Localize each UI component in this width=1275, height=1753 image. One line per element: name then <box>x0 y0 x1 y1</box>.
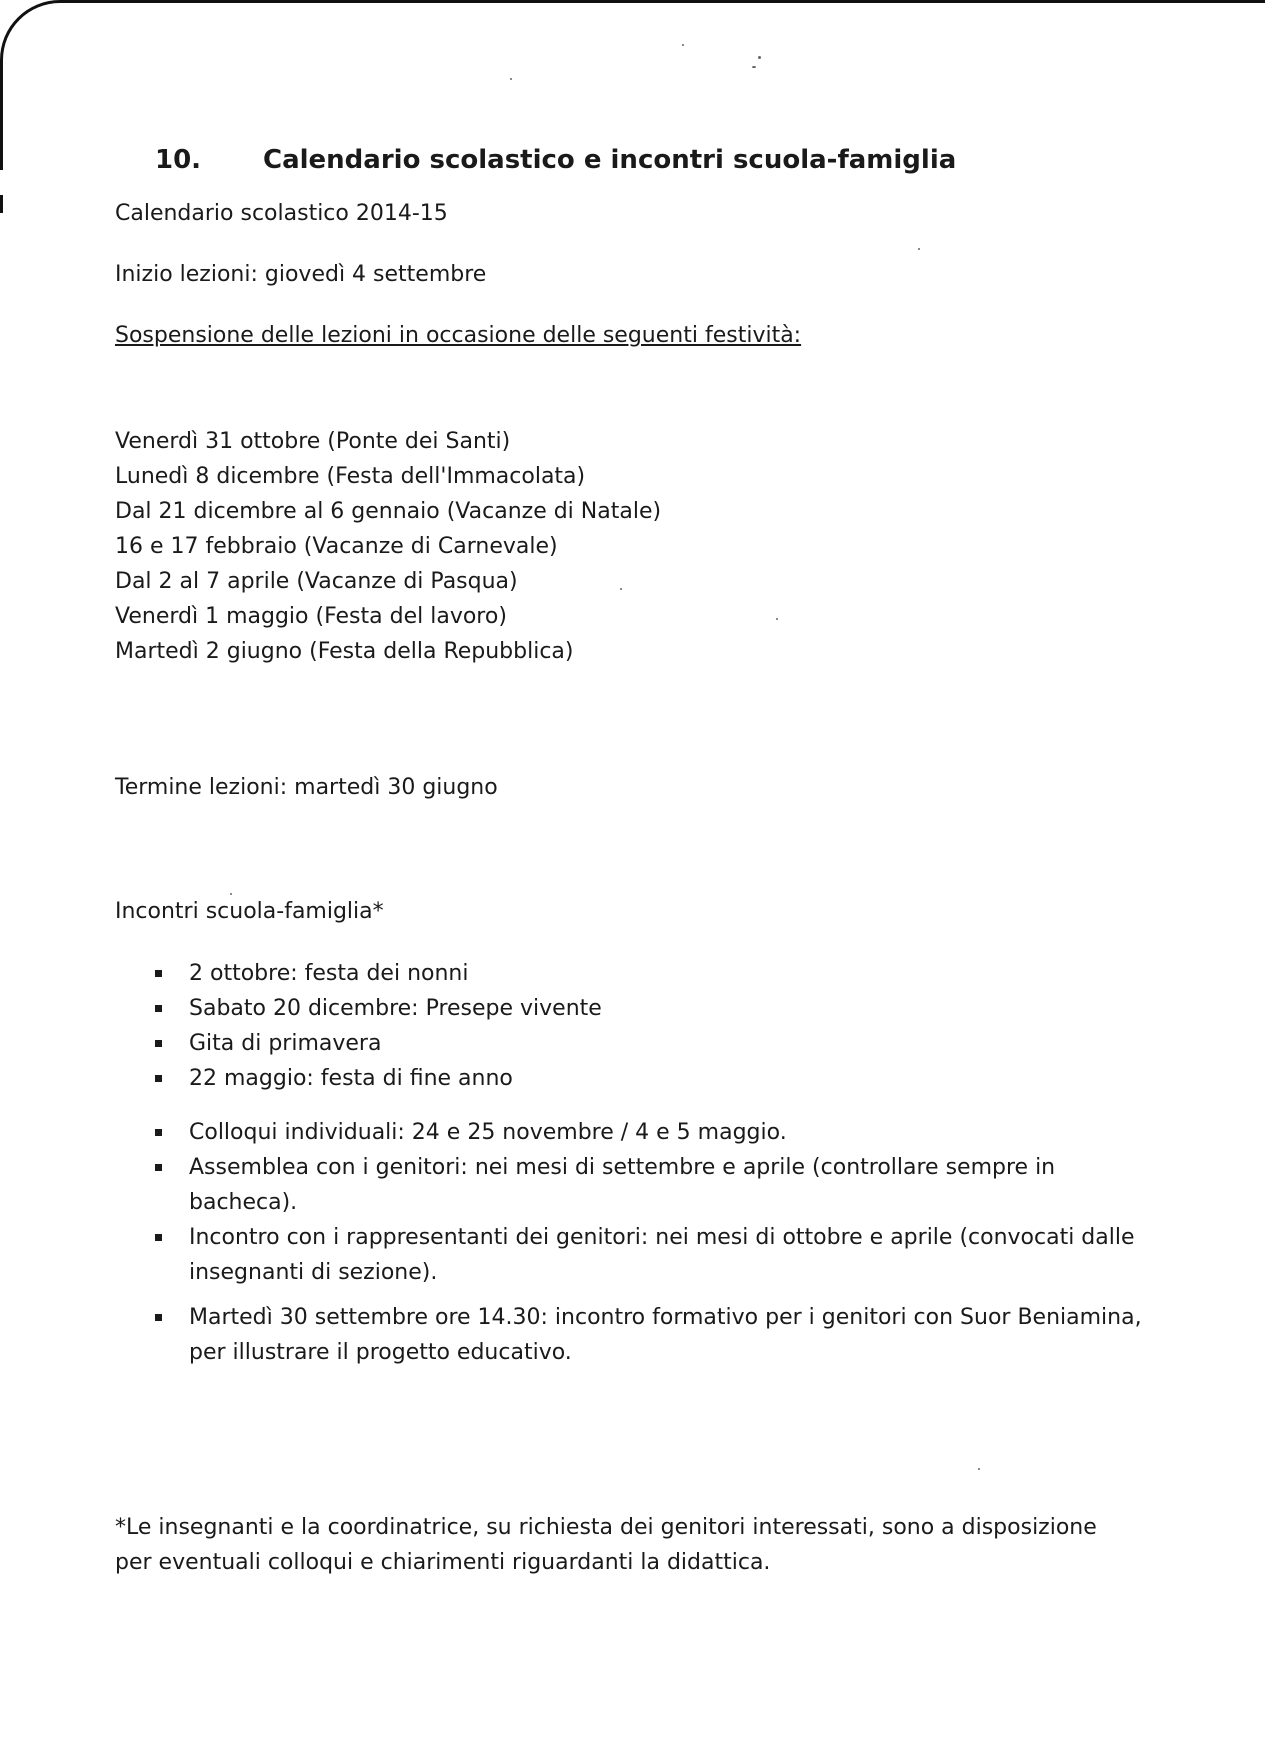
meetings-title: Incontri scuola-famiglia* <box>115 899 384 924</box>
holiday-item: Dal 2 al 7 aprile (Vacanze di Pasqua) <box>115 569 518 594</box>
scan-top-edge <box>95 0 1265 3</box>
list-item <box>155 1300 1165 1370</box>
bullet-icon <box>155 1314 162 1321</box>
scan-speck <box>682 44 684 46</box>
list-item <box>155 1026 1165 1061</box>
section-number: 10. <box>155 145 202 175</box>
bullet-icon <box>155 1129 162 1136</box>
bullet-icon <box>155 1005 162 1012</box>
meetings-list-colloqui <box>155 1115 1165 1290</box>
holiday-item: Dal 21 dicembre al 6 gennaio (Vacanze di Natale) <box>115 499 662 524</box>
bullet-icon <box>155 970 162 977</box>
bullet-icon <box>155 1040 162 1047</box>
holiday-item: Venerdì 1 maggio (Festa del lavoro) <box>115 604 507 629</box>
list-item-text: Incontro con i rappresentanti dei genitori: nei mesi di ottobre e aprile (convocati dalle insegnanti di sezione). <box>189 1225 1135 1285</box>
lessons-end: Termine lezioni: martedì 30 giugno <box>115 775 498 800</box>
scan-left-edge <box>0 0 100 170</box>
list-item-text: Sabato 20 dicembre: Presepe vivente <box>189 996 602 1021</box>
bullet-icon <box>155 1164 162 1171</box>
list-item <box>155 1115 1165 1150</box>
list-item <box>155 1220 1165 1290</box>
list-item-text: Assemblea con i genitori: nei mesi di settembre e aprile (controllare sempre in bacheca). <box>189 1155 1056 1215</box>
holiday-item: Lunedì 8 dicembre (Festa dell'Immacolata) <box>115 464 586 489</box>
section-title: Calendario scolastico e incontri scuola-famiglia <box>263 145 957 175</box>
scan-speck <box>620 588 622 590</box>
bullet-icon <box>155 1075 162 1082</box>
scan-speck <box>752 66 756 68</box>
holiday-item: 16 e 17 febbraio (Vacanze di Carnevale) <box>115 534 558 559</box>
suspension-title: Sospensione delle lezioni in occasione delle seguenti festività: <box>115 323 802 348</box>
list-item-text: Colloqui individuali: 24 e 25 novembre / 4 e 5 maggio. <box>189 1120 787 1145</box>
lessons-start: Inizio lezioni: giovedì 4 settembre <box>115 262 487 287</box>
meetings-list-formativo <box>155 1300 1165 1370</box>
scan-speck <box>918 248 920 250</box>
list-item-text: Gita di primavera <box>189 1031 382 1056</box>
list-item <box>155 1150 1165 1220</box>
scan-speck <box>758 56 761 59</box>
holiday-item: Martedì 2 giugno (Festa della Repubblica) <box>115 639 574 664</box>
list-item <box>155 956 1165 991</box>
holiday-item: Venerdì 31 ottobre (Ponte dei Santi) <box>115 429 511 454</box>
list-item-text: 22 maggio: festa di fine anno <box>189 1066 513 1091</box>
scan-speck <box>510 78 512 80</box>
holiday-list <box>115 424 661 669</box>
meetings-list-events <box>155 956 1165 1096</box>
scan-speck <box>776 618 778 620</box>
list-item <box>155 1061 1165 1096</box>
bullet-icon <box>155 1234 162 1241</box>
scan-speck <box>230 893 232 895</box>
list-item-text: 2 ottobre: festa dei nonni <box>189 961 469 986</box>
list-item-text: Martedì 30 settembre ore 14.30: incontro formativo per i genitori con Suor Beniamina, per illustrare il progetto educativo. <box>189 1305 1142 1365</box>
calendar-subtitle: Calendario scolastico 2014-15 <box>115 201 448 226</box>
scan-speck <box>978 1468 980 1470</box>
section-heading <box>155 140 956 180</box>
scan-left-mark <box>0 195 3 213</box>
list-item <box>155 991 1165 1026</box>
footnote: *Le insegnanti e la coordinatrice, su richiesta dei genitori interessati, sono a disposizione per eventuali colloqui e chiarimenti riguardanti la didattica. <box>115 1515 1097 1575</box>
